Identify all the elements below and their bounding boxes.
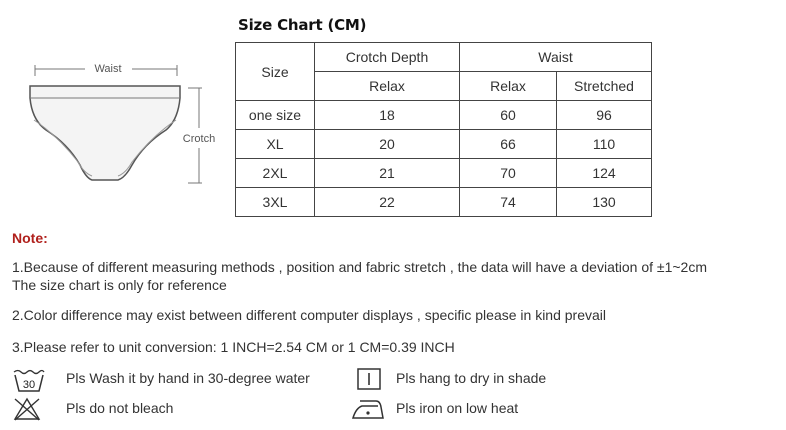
- table-row: [236, 101, 652, 130]
- hang-dry-icon: [356, 367, 382, 396]
- cell-size: XL: [236, 130, 315, 159]
- waist-label: Waist: [94, 63, 122, 75]
- note-heading: Note:: [12, 230, 48, 246]
- table-header-row: [236, 43, 652, 72]
- table-row: [236, 188, 652, 217]
- cell-size: 3XL: [236, 188, 315, 217]
- cell-waist-stretched: 124: [557, 159, 652, 188]
- cell-waist-stretched: 96: [557, 101, 652, 130]
- no-bleach-icon: [12, 396, 42, 427]
- header-size: Size: [236, 43, 315, 101]
- wash-instruction: Pls Wash it by hand in 30-degree water: [66, 370, 310, 386]
- briefs-diagram-svg: [10, 40, 225, 200]
- note-3: 3.Please refer to unit conversion: 1 INCH=2.54 CM or 1 CM=0.39 INCH: [12, 339, 455, 355]
- cell-waist-relax: 60: [460, 101, 557, 130]
- crotch-label: Crotch: [182, 133, 216, 145]
- iron-low-heat-icon: [350, 397, 386, 426]
- cell-size: one size: [236, 101, 315, 130]
- header-waist-stretched: Stretched: [557, 72, 652, 101]
- size-chart-table: [235, 42, 652, 217]
- hand-wash-icon: [12, 367, 46, 398]
- cell-size: 2XL: [236, 159, 315, 188]
- table-row: [236, 159, 652, 188]
- cell-crotch-relax: 18: [315, 101, 460, 130]
- cell-crotch-relax: 21: [315, 159, 460, 188]
- cell-crotch-relax: 22: [315, 188, 460, 217]
- cell-waist-stretched: 110: [557, 130, 652, 159]
- bleach-instruction: Pls do not bleach: [66, 400, 174, 416]
- hang-dry-instruction: Pls hang to dry in shade: [396, 370, 547, 386]
- note-1: 1.Because of different measuring methods , position and fabric stretch , the data will have a deviation of ±1~2cm: [12, 259, 707, 275]
- cell-waist-relax: 66: [460, 130, 557, 159]
- cell-waist-stretched: 130: [557, 188, 652, 217]
- wash-temperature: 30: [22, 379, 36, 391]
- cell-waist-relax: 70: [460, 159, 557, 188]
- size-chart-title: Size Chart (CM): [238, 16, 367, 34]
- table-row: [236, 130, 652, 159]
- cell-crotch-relax: 20: [315, 130, 460, 159]
- header-waist-relax: Relax: [460, 72, 557, 101]
- cell-waist-relax: 74: [460, 188, 557, 217]
- iron-instruction: Pls iron on low heat: [396, 400, 519, 416]
- garment-diagram: [10, 40, 225, 200]
- note-1-continued: The size chart is only for reference: [12, 277, 227, 293]
- note-2: 2.Color difference may exist between different computer displays , specific please in kind prevail: [12, 307, 607, 323]
- header-waist: Waist: [460, 43, 652, 72]
- header-crotch-relax: Relax: [315, 72, 460, 101]
- header-crotch-depth: Crotch Depth: [315, 43, 460, 72]
